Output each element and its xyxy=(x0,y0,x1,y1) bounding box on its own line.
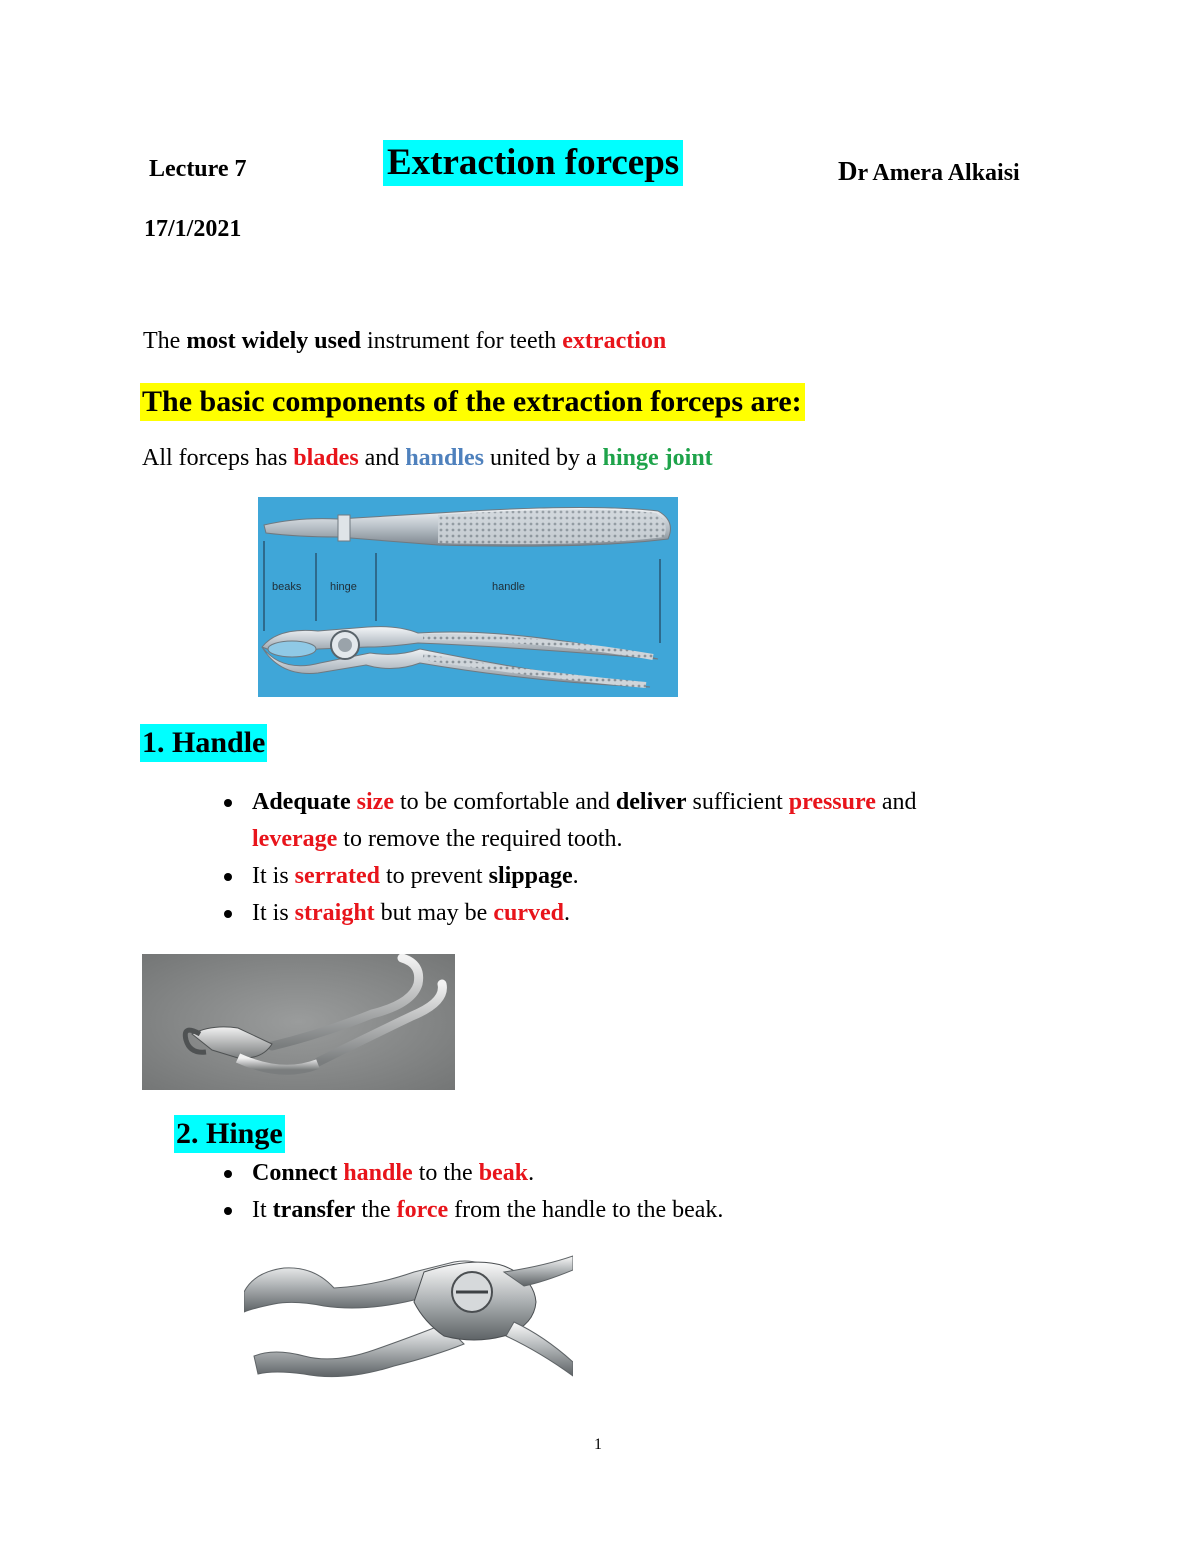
handle-bullets xyxy=(222,784,917,932)
page-number: 1 xyxy=(594,1436,602,1453)
forceps-components-image xyxy=(258,497,678,697)
b1-leverage: leverage xyxy=(252,826,338,852)
author-initial: D xyxy=(838,156,858,186)
intro-t1: The xyxy=(143,328,187,354)
beaks-label: beaks xyxy=(272,581,302,593)
curved-forceps-image xyxy=(142,954,455,1090)
lecture-date: 17/1/2021 xyxy=(144,216,242,242)
forceps-hinge-joint: hinge joint xyxy=(602,445,713,471)
components-heading: The basic components of the extraction forceps are: xyxy=(140,383,805,421)
handle-bullet-1 xyxy=(222,784,917,821)
h1-handle: handle xyxy=(343,1160,413,1186)
b1-t4: to be comfortable and xyxy=(393,789,616,815)
hinge-bullet-1 xyxy=(222,1155,723,1192)
b3-straight: straight xyxy=(294,900,375,926)
hinge-bullet-2 xyxy=(222,1192,723,1229)
b3-curved: curved xyxy=(493,900,564,926)
handle-bullet-3 xyxy=(222,895,917,932)
handle-bullet-1-cont xyxy=(222,821,917,858)
b2-slippage: slippage xyxy=(488,863,573,889)
b3-t1: It is xyxy=(252,900,295,926)
hinge-bullets xyxy=(222,1155,723,1229)
h1-t6: . xyxy=(528,1160,535,1186)
b2-t5: . xyxy=(572,863,579,889)
hinge-closeup-image xyxy=(244,1252,573,1382)
intro-t3: instrument for teeth xyxy=(361,328,563,354)
page-title: Extraction forceps xyxy=(383,140,683,186)
b1-t6: sufficient xyxy=(686,789,789,815)
hinge-closeup-illustration xyxy=(244,1252,573,1382)
b1-line2-rest: to remove the required tooth. xyxy=(337,826,623,852)
h1-beak: beak xyxy=(478,1160,529,1186)
forceps-sentence xyxy=(142,445,713,472)
intro-t2: most widely used xyxy=(186,328,361,354)
b1-t1: Adequate xyxy=(252,789,351,815)
h1-connect: Connect xyxy=(252,1160,338,1186)
h2-t5: from the handle to the beak. xyxy=(448,1197,724,1223)
b2-serrated: serrated xyxy=(294,863,380,889)
b2-t1: It is xyxy=(252,863,295,889)
lecture-number: Lecture 7 xyxy=(149,156,247,182)
section-heading-handle: 1. Handle xyxy=(140,724,267,762)
h2-t3: the xyxy=(355,1197,397,1223)
author-rest: r Amera Alkaisi xyxy=(857,160,1020,186)
intro-t4: extraction xyxy=(562,328,667,354)
b1-deliver: deliver xyxy=(615,789,687,815)
forceps-handles: handles xyxy=(405,445,485,471)
b3-t3: but may be xyxy=(374,900,494,926)
b2-t3: to prevent xyxy=(379,863,489,889)
intro-sentence xyxy=(143,328,666,355)
h1-t4: to the xyxy=(412,1160,479,1186)
b1-pressure: pressure xyxy=(788,789,876,815)
forceps-t5: united by a xyxy=(484,445,603,471)
forceps-t1: All forceps has xyxy=(142,445,294,471)
hinge-label: hinge xyxy=(330,581,357,593)
h2-force: force xyxy=(396,1197,449,1223)
forceps-components-illustration xyxy=(258,497,678,697)
forceps-blades: blades xyxy=(293,445,359,471)
author-name xyxy=(838,156,1020,187)
curved-forceps-illustration xyxy=(142,954,455,1090)
b1-t8: and xyxy=(875,789,917,815)
b1-size: size xyxy=(356,789,394,815)
b3-t5: . xyxy=(563,900,570,926)
h2-transfer: transfer xyxy=(272,1197,356,1223)
section-heading-hinge: 2. Hinge xyxy=(174,1115,285,1153)
handle-label: handle xyxy=(492,581,526,593)
handle-bullet-2 xyxy=(222,858,917,895)
h2-t1: It xyxy=(252,1197,273,1223)
forceps-t3: and xyxy=(358,445,406,471)
